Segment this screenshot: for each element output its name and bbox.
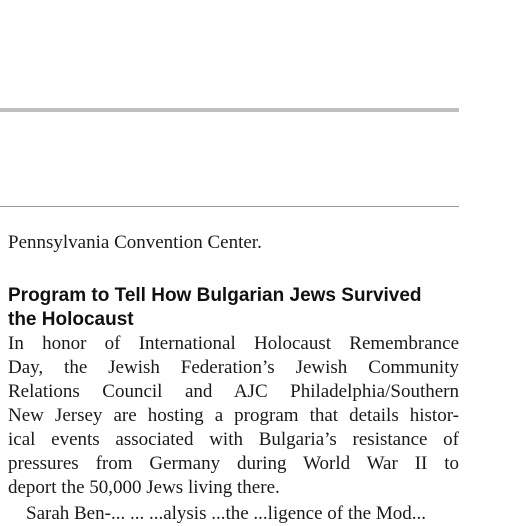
section-divider [0,206,459,207]
headline-line: Program to Tell How Bulgarian Jews Survived [8,285,422,306]
lead-text: Pennsylvania Convention Center. [8,232,262,253]
body-line: deport the 50,000 Jews living there. [8,477,280,498]
body-line: pressures from Germany during World War II to [8,453,459,474]
body-line: Day, the Jewish Federation’s Jewish Community [8,357,459,378]
top-divider [0,108,459,112]
headline-line: the Holocaust [8,309,134,330]
body-line: In honor of International Holocaust Remembrance [8,333,459,354]
body-line: ical events associated with Bulgaria’s resistance of [8,429,459,450]
cut-off-line: Sarah Ben-... ... ...alysis ...the ...ligence of the Mod... [26,503,426,524]
body-line: Relations Council and AJC Philadelphia/Southern [8,381,459,402]
body-line: New Jersey are hosting a program that details histor- [8,405,459,426]
